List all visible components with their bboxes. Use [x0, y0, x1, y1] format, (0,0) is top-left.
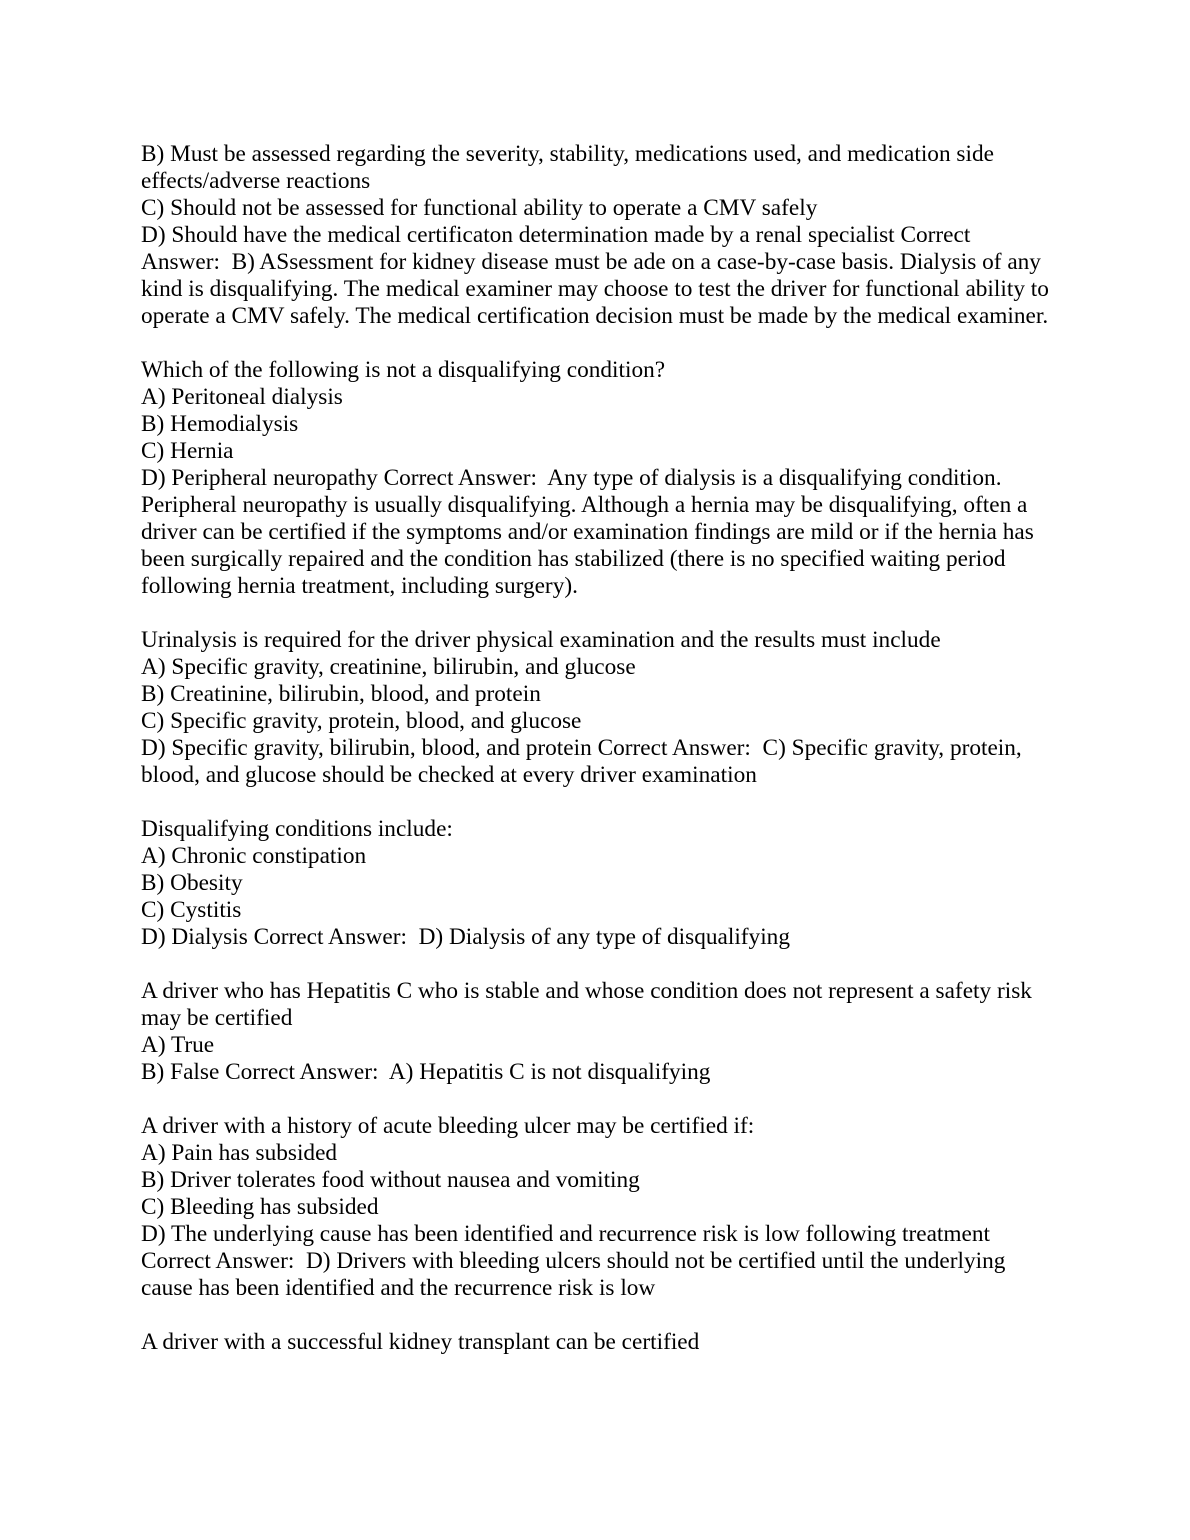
- answer-option: D) Dialysis Correct Answer: D) Dialysis of any type of disqualifying: [141, 924, 790, 950]
- text-line: C) Should not be assessed for functional ability to operate a CMV safely: [141, 195, 818, 221]
- text-line: B) Must be assessed regarding the severity, stability, medications used, and medication side effects/adverse reactions: [141, 141, 1000, 194]
- answer-option: B) Driver tolerates food without nausea and vomiting: [141, 1167, 640, 1193]
- answer-option: C) Hernia: [141, 438, 234, 464]
- answer-option: A) Peritoneal dialysis: [141, 384, 343, 410]
- question-text: Urinalysis is required for the driver physical examination and the results must include: [141, 627, 941, 653]
- answer-option: B) Creatinine, bilirubin, blood, and protein: [141, 681, 541, 707]
- answer-option: A) Chronic constipation: [141, 843, 367, 869]
- question-block-7: [141, 1329, 1051, 1356]
- answer-option: B) Obesity: [141, 870, 243, 896]
- question-block-6: [141, 1113, 1051, 1302]
- answer-option: D) The underlying cause has been identified and recurrence risk is low following treatment Correct Answer: D) Drivers with bleeding ulcers should not be certified until the underlying cause has been identified and the recurrence risk is low: [141, 1221, 1012, 1301]
- answer-option: C) Specific gravity, protein, blood, and glucose: [141, 708, 582, 734]
- question-text: A driver with a history of acute bleeding ulcer may be certified if:: [141, 1113, 755, 1139]
- answer-option: B) False Correct Answer: A) Hepatitis C is not disqualifying: [141, 1059, 711, 1085]
- question-text: Disqualifying conditions include:: [141, 816, 453, 842]
- answer-option: A) Specific gravity, creatinine, bilirubin, and glucose: [141, 654, 636, 680]
- answer-option: D) Specific gravity, bilirubin, blood, and protein Correct Answer: C) Specific gravity, protein, blood, and glucose should be checked at every driver examination: [141, 735, 1028, 788]
- question-block-5: [141, 978, 1051, 1086]
- question-text: A driver with a successful kidney transplant can be certified: [141, 1329, 700, 1355]
- question-block-1: [141, 141, 1055, 330]
- text-line: D) Should have the medical certificaton determination made by a renal specialist Correct Answer: B) ASsessment for kidney disease must be ade on a case-by-case basis. Dialysis of any kind is disqualifying. The medical examiner may choose to test the driver for functional ability to operate a CMV safely. The medical certification decision must be made by the medical examiner.: [141, 222, 1055, 329]
- question-text: A driver who has Hepatitis C who is stable and whose condition does not represent a safety risk may be certified: [141, 978, 1038, 1031]
- answer-option: A) Pain has subsided: [141, 1140, 338, 1166]
- question-block-2: [141, 357, 1051, 600]
- answer-option: D) Peripheral neuropathy Correct Answer: Any type of dialysis is a disqualifying condition. Peripheral neuropathy is usually disqualifying. Although a hernia may be disqualifying, often a driver can be certified if the symptoms and/or examination findings are mild or if the hernia has been surgically repaired and the condition has stabilized (there is no specified waiting period following hernia treatment, including surgery).: [141, 465, 1040, 599]
- answer-option: A) True: [141, 1032, 215, 1058]
- question-block-3: [141, 627, 1051, 789]
- answer-option: C) Cystitis: [141, 897, 242, 923]
- question-block-4: [141, 816, 1051, 951]
- answer-option: C) Bleeding has subsided: [141, 1194, 379, 1220]
- answer-option: B) Hemodialysis: [141, 411, 299, 437]
- question-text: Which of the following is not a disqualifying condition?: [141, 357, 666, 383]
